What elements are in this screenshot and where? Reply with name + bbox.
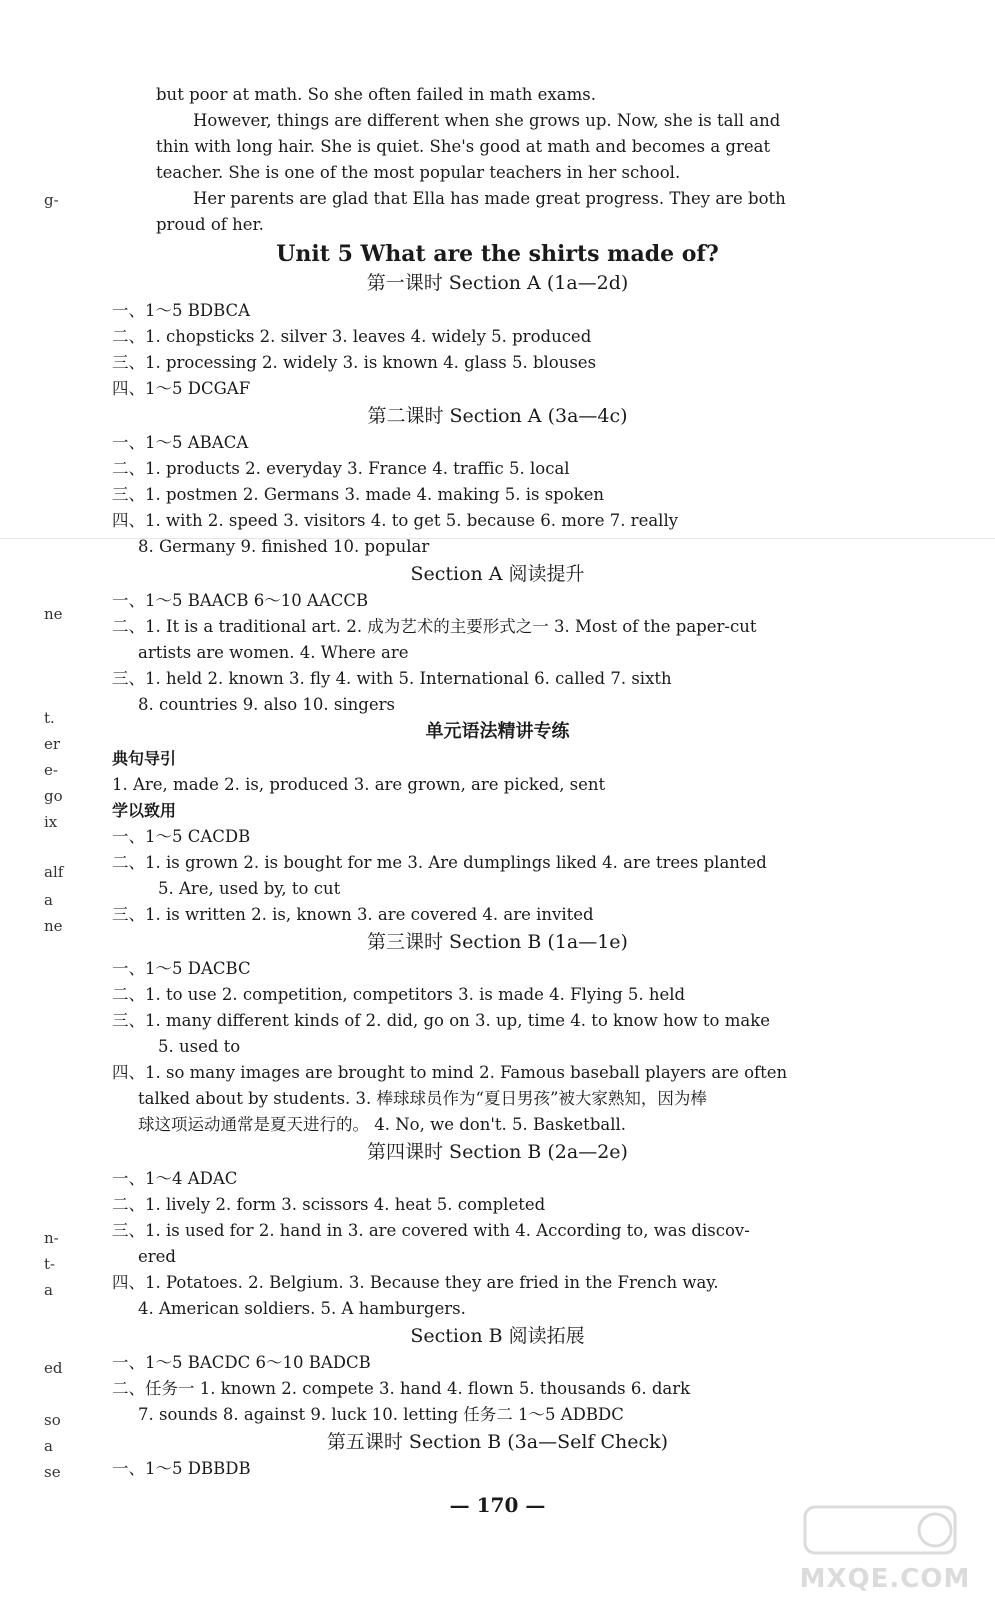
margin-fragment: er <box>44 735 61 753</box>
answer-line: 二、1. is grown 2. is bought for me 3. Are dumplings liked 4. are trees planted <box>112 853 767 872</box>
answer-line: 四、1. so many images are brought to mind 2. Famous baseball players are often <box>112 1063 788 1082</box>
margin-fragment: se <box>44 1463 61 1481</box>
margin-fragment: n- <box>44 1229 59 1247</box>
margin-fragment: a <box>44 1281 53 1299</box>
answer-line: artists are women. 4. Where are <box>138 643 409 662</box>
answer-line: 二、1. lively 2. form 3. scissors 4. heat 5. completed <box>112 1195 546 1214</box>
margin-fragment: g- <box>44 191 59 209</box>
answer-line: 5. Are, used by, to cut <box>158 879 341 898</box>
margin-fragment: a <box>44 891 53 909</box>
answer-line: 二、1. chopsticks 2. silver 3. leaves 4. widely 5. produced <box>112 327 592 346</box>
margin-fragment: go <box>44 787 63 805</box>
unit-title: Unit 5 What are the shirts made of? <box>276 241 719 267</box>
text-line: thin with long hair. She is quiet. She's good at math and becomes a great <box>156 137 771 156</box>
subsection-heading: 典句导引 <box>112 749 177 768</box>
margin-fragment: ix <box>44 813 58 831</box>
margin-fragment: ne <box>44 917 63 935</box>
text-line: teacher. She is one of the most popular teachers in her school. <box>156 163 681 182</box>
answer-line: 三、1. many different kinds of 2. did, go on 3. up, time 4. to know how to make <box>112 1011 770 1030</box>
margin-fragment: e- <box>44 761 58 779</box>
answer-line: 一、1～4 ADAC <box>112 1169 238 1188</box>
text-line: but poor at math. So she often failed in math exams. <box>156 85 596 104</box>
answer-line: 三、1. processing 2. widely 3. is known 4. glass 5. blouses <box>112 353 597 372</box>
section-heading: 第五课时 Section B (3a—Self Check) <box>326 1431 669 1453</box>
answer-line: 5. used to <box>158 1037 241 1056</box>
margin-fragment: t. <box>44 709 55 727</box>
watermark-text: MXQE.COM <box>799 1564 971 1594</box>
answer-line: 二、1. products 2. everyday 3. France 4. traffic 5. local <box>112 459 570 478</box>
watermark-logo <box>785 1499 985 1594</box>
section-heading: 第三课时 Section B (1a—1e) <box>367 931 628 953</box>
margin-fragment: ne <box>44 605 63 623</box>
answer-line: 7. sounds 8. against 9. luck 10. letting 任务二 1～5 ADBDC <box>138 1405 624 1424</box>
section-heading: 第二课时 Section A (3a—4c) <box>367 405 628 427</box>
margin-fragment: ed <box>44 1359 63 1377</box>
subsection-heading: 学以致用 <box>112 801 177 820</box>
text-line: Her parents are glad that Ella has made great progress. They are both <box>193 189 786 208</box>
margin-fragment: t- <box>44 1255 56 1273</box>
answer-line: ered <box>138 1247 176 1266</box>
answer-line: 二、1. It is a traditional art. 2. 成为艺术的主要形式之一 3. Most of the paper-cut <box>112 617 757 636</box>
answer-line: 四、1. with 2. speed 3. visitors 4. to get 5. because 6. more 7. really <box>112 511 679 530</box>
text-line: However, things are different when she grows up. Now, she is tall and <box>193 111 781 130</box>
section-heading: Section A 阅读提升 <box>410 563 585 585</box>
margin-fragment: a <box>44 1437 53 1455</box>
answer-line: 一、1～5 BACDC 6～10 BADCB <box>112 1353 371 1372</box>
margin-fragment: alf <box>44 863 64 881</box>
page-number: — 170 — <box>449 1493 546 1517</box>
section-heading: Section B 阅读拓展 <box>410 1325 585 1347</box>
section-heading: 第四课时 Section B (2a—2e) <box>367 1141 628 1163</box>
answer-line: 1. Are, made 2. is, produced 3. are grown, are picked, sent <box>112 775 606 794</box>
answer-line: 三、1. is written 2. is, known 3. are covered 4. are invited <box>112 905 594 924</box>
answer-line: 一、1～5 DBBDB <box>112 1459 251 1478</box>
answer-line: 三、1. is used for 2. hand in 3. are covered with 4. According to, was discov- <box>112 1221 750 1240</box>
answer-line: 一、1～5 DACBC <box>112 959 251 978</box>
answer-line: 8. countries 9. also 10. singers <box>138 695 395 714</box>
answer-line: 一、1～5 BDBCA <box>112 301 251 320</box>
answer-line: 四、1～5 DCGAF <box>112 379 251 398</box>
answer-line: 一、1～5 ABACA <box>112 433 249 452</box>
answer-line: 三、1. held 2. known 3. fly 4. with 5. International 6. called 7. sixth <box>112 669 672 688</box>
answer-line: 一、1～5 CACDB <box>112 827 251 846</box>
answer-line: 一、1～5 BAACB 6～10 AACCB <box>112 591 369 610</box>
watermark-logo-icon <box>785 1499 985 1559</box>
margin-fragment: so <box>44 1411 61 1429</box>
answer-line: 4. American soldiers. 5. A hamburgers. <box>138 1299 466 1318</box>
answer-line: talked about by students. 3. 棒球球员作为“夏日男孩”被大家熟知，因为棒 <box>138 1089 707 1108</box>
answer-line: 球这项运动通常是夏天进行的。 4. No, we don't. 5. Basketball. <box>138 1115 627 1134</box>
answer-line: 三、1. postmen 2. Germans 3. made 4. making 5. is spoken <box>112 485 605 504</box>
section-heading: 第一课时 Section A (1a—2d) <box>366 272 629 294</box>
answer-line: 二、1. to use 2. competition, competitors 3. is made 4. Flying 5. held <box>112 985 686 1004</box>
answer-line: 二、任务一 1. known 2. compete 3. hand 4. flown 5. thousands 6. dark <box>112 1379 691 1398</box>
text-line: proud of her. <box>156 215 264 234</box>
section-heading: 单元语法精讲专练 <box>425 721 570 742</box>
answer-line: 8. Germany 9. finished 10. popular <box>138 537 430 556</box>
answer-line: 四、1. Potatoes. 2. Belgium. 3. Because they are fried in the French way. <box>112 1273 719 1292</box>
